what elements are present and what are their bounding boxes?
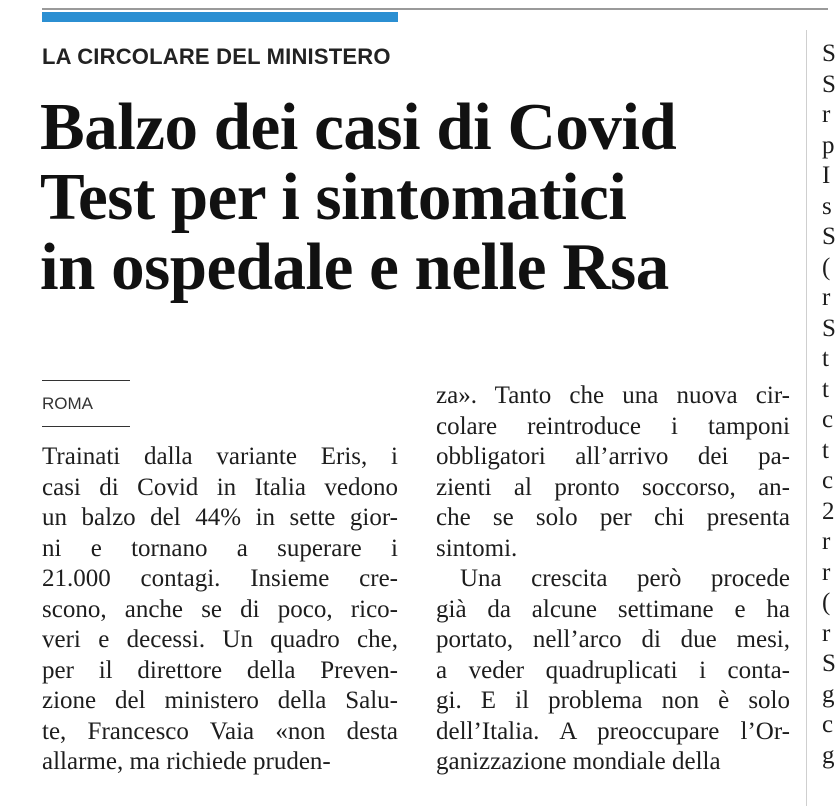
- edge-glyph: r: [822, 619, 831, 647]
- edge-glyph: S: [822, 70, 836, 98]
- edge-glyph: S: [822, 650, 836, 677]
- article-line: gi. E il problema non è solo: [436, 687, 790, 714]
- edge-glyph: g: [822, 680, 835, 708]
- headline: [40, 92, 676, 302]
- article-line: a veder quadruplicati i conta-: [436, 656, 790, 684]
- section-accent-bar: [42, 12, 398, 22]
- article-line: za». Tanto che una nuova cir-: [436, 382, 790, 409]
- column-divider: [806, 30, 807, 806]
- edge-glyph: t: [822, 436, 829, 464]
- headline-line: Test per i sintomatici: [40, 160, 627, 234]
- article-line: sintomi.: [436, 534, 518, 562]
- article-line: Trainati dalla variante Eris, i: [42, 443, 398, 470]
- edge-glyph: I: [822, 162, 831, 189]
- article-line: 21.000 contagi. Insieme cre-: [42, 565, 398, 592]
- article-line: portato, nell’arco di due mesi,: [436, 626, 790, 653]
- article-line: obbligatori all’arrivo dei pa-: [436, 443, 790, 470]
- article-line: scono, anche se di poco, rico-: [42, 595, 398, 623]
- article-line: colare reintroduce i tamponi: [436, 412, 790, 440]
- edge-glyph: r: [822, 528, 831, 555]
- article-line: te, Francesco Vaia «non desta: [42, 717, 398, 745]
- dateline-rule-bottom: [42, 426, 130, 427]
- edge-glyph: p: [822, 131, 835, 159]
- article-line: dell’Italia. A preoccupare l’Or-: [436, 717, 790, 745]
- article-line: zione del ministero della Salu-: [42, 687, 398, 714]
- article-line: che se solo per chi presenta: [436, 504, 790, 531]
- article-line: allarme, ma richiede pruden-: [42, 748, 331, 775]
- edge-glyph: t: [822, 345, 829, 372]
- dateline-rule-top: [42, 380, 130, 381]
- article-line: Una crescita però procede: [460, 565, 790, 592]
- edge-glyph: r: [822, 101, 831, 128]
- headline-line: in ospedale e nelle Rsa: [40, 230, 669, 304]
- edge-glyph: S: [822, 314, 836, 342]
- top-rule: [42, 8, 828, 10]
- article-line: casi di Covid in Italia vedono: [42, 473, 398, 501]
- article-line: ganizzazione mondiale della: [436, 748, 721, 775]
- edge-glyph: g: [822, 741, 835, 769]
- edge-glyph: s: [822, 192, 832, 220]
- article-line: zienti al pronto soccorso, an-: [436, 473, 790, 501]
- headline-line: Balzo dei casi di Covid: [40, 90, 677, 164]
- article-line: un balzo del 44% in sette gior-: [42, 504, 398, 531]
- edge-glyph: 2: [822, 497, 835, 525]
- edge-glyph: S: [822, 40, 836, 67]
- edge-glyph: (: [822, 589, 831, 616]
- article-line: per il direttore della Preven-: [42, 656, 398, 684]
- article-line: veri e decessi. Un quadro che,: [42, 626, 398, 653]
- edge-glyph: c: [822, 711, 834, 738]
- kicker: LA CIRCOLARE DEL MINISTERO: [42, 44, 391, 69]
- edge-glyph: c: [822, 406, 834, 433]
- article-line: già da alcune settimane e ha: [436, 595, 790, 623]
- edge-glyph: c: [822, 467, 834, 494]
- edge-glyph: r: [822, 284, 831, 311]
- edge-glyph: (: [822, 253, 831, 281]
- edge-glyph: r: [822, 558, 831, 586]
- dateline: ROMA: [42, 394, 93, 413]
- edge-glyph: t: [822, 375, 829, 403]
- edge-glyph: S: [822, 223, 836, 250]
- article-line: ni e tornano a superare i: [42, 534, 398, 562]
